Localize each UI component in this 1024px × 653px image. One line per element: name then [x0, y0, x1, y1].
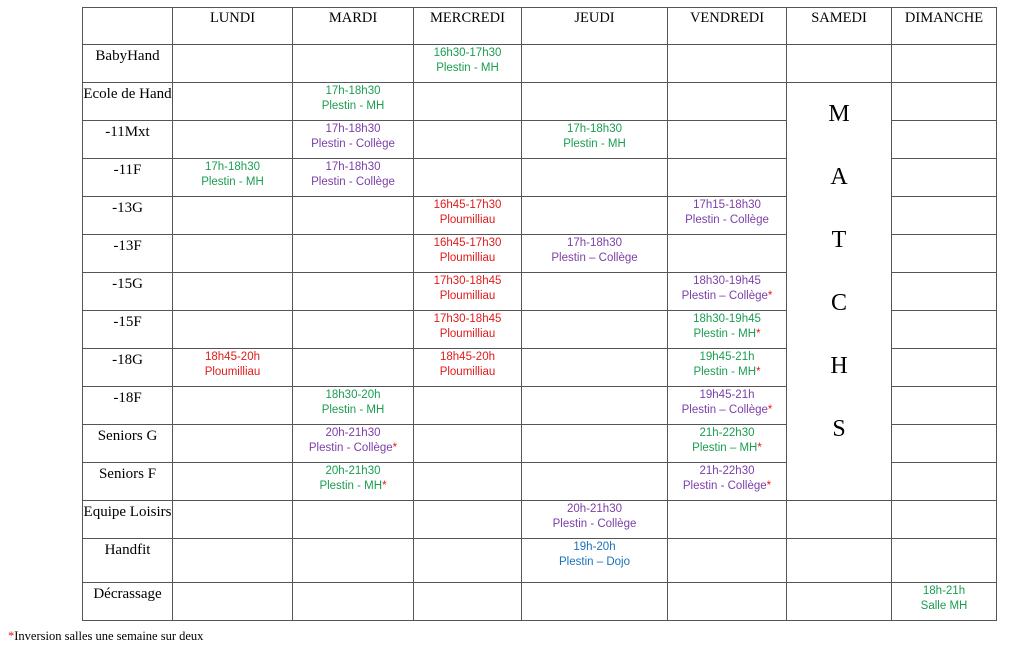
slot-cell [293, 121, 414, 159]
empty-cell [414, 159, 522, 197]
training-slot [668, 349, 786, 380]
empty-cell [892, 349, 997, 387]
slot-time: 18h45-20h [205, 351, 260, 363]
slot-place-text: Plestin - Collège [682, 480, 767, 492]
empty-cell [173, 425, 293, 463]
empty-cell [414, 463, 522, 501]
empty-cell [173, 463, 293, 501]
team-label: -18G [83, 349, 173, 387]
team-label: BabyHand [83, 45, 173, 83]
empty-cell [787, 583, 892, 621]
empty-cell [787, 45, 892, 83]
slot-time: 18h-21h [922, 585, 966, 597]
team-row [83, 83, 997, 121]
slot-time: 16h30-17h30 [433, 47, 502, 59]
empty-cell [293, 197, 414, 235]
day-header-mardi: MARDI [293, 8, 414, 45]
team-label: -18F [83, 387, 173, 425]
slot-cell [668, 349, 787, 387]
team-label: -13F [83, 235, 173, 273]
training-slot [668, 197, 786, 228]
slot-place: Plestin - MH [201, 176, 264, 188]
slot-time: 17h-18h30 [205, 161, 260, 173]
team-label: -11F [83, 159, 173, 197]
empty-cell [892, 425, 997, 463]
slot-place: Salle MH [920, 600, 968, 612]
footnote-mark: * [8, 629, 15, 643]
training-schedule-table [82, 7, 997, 621]
footnote-text: Inversion salles une semaine sur deux [14, 629, 204, 643]
slot-place: Plestin - Collège [311, 176, 395, 188]
slot-time: 20h-21h30 [325, 427, 381, 439]
day-header-jeudi: JEUDI [522, 8, 668, 45]
slot-cell [668, 273, 787, 311]
alternation-star: * [757, 442, 762, 454]
slot-place: Ploumilliau [204, 366, 261, 378]
slot-cell [414, 349, 522, 387]
empty-cell [892, 235, 997, 273]
slot-place: Plestin – Dojo [559, 556, 630, 568]
training-slot [414, 273, 521, 304]
empty-cell [173, 235, 293, 273]
training-slot [892, 583, 996, 614]
empty-cell [173, 197, 293, 235]
training-slot [293, 121, 413, 152]
empty-cell [668, 539, 787, 583]
slot-place: Plestin - MH [321, 404, 385, 416]
slot-place [293, 479, 413, 494]
slot-cell [892, 583, 997, 621]
team-label: Ecole de Hand [83, 83, 173, 121]
empty-cell [892, 539, 997, 583]
team-row [83, 583, 997, 621]
empty-cell [522, 83, 668, 121]
empty-cell [293, 273, 414, 311]
training-slot [668, 311, 786, 342]
empty-cell [173, 539, 293, 583]
empty-cell [173, 311, 293, 349]
slot-place-text: Plestin - MH [319, 480, 383, 492]
training-slot [668, 425, 786, 456]
slot-place: Ploumilliau [439, 290, 496, 302]
empty-cell [892, 273, 997, 311]
team-label: Seniors F [83, 463, 173, 501]
empty-cell [173, 45, 293, 83]
slot-time: 17h30-18h45 [433, 275, 502, 287]
team-label: -13G [83, 197, 173, 235]
day-header-samedi: SAMEDI [787, 8, 892, 45]
slot-time: 21h-22h30 [699, 427, 755, 439]
empty-cell [892, 121, 997, 159]
empty-cell [522, 45, 668, 83]
slot-cell [414, 45, 522, 83]
training-slot [293, 463, 413, 494]
team-label: Equipe Loisirs [83, 501, 173, 539]
slot-cell [522, 539, 668, 583]
samedi-matchs-cell [787, 83, 892, 501]
training-slot [414, 197, 521, 228]
slot-place: Plestin - Collège [311, 138, 395, 150]
slot-time: 18h30-20h [325, 389, 381, 401]
empty-cell [293, 501, 414, 539]
empty-cell [173, 273, 293, 311]
slot-cell [293, 387, 414, 425]
slot-cell [522, 235, 668, 273]
slot-time: 19h45-21h [699, 389, 755, 401]
slot-place: Ploumilliau [439, 214, 496, 226]
slot-time: 19h45-21h [699, 351, 755, 363]
slot-cell [668, 387, 787, 425]
team-label: -15G [83, 273, 173, 311]
empty-cell [414, 425, 522, 463]
training-slot [173, 159, 292, 190]
slot-time: 16h45-17h30 [433, 199, 502, 211]
matchs-vertical-label [787, 83, 891, 461]
matchs-letter: H [830, 353, 848, 379]
slot-cell [293, 463, 414, 501]
slot-cell [414, 311, 522, 349]
team-label: -15F [83, 311, 173, 349]
matchs-letter: M [828, 101, 850, 127]
empty-cell [173, 387, 293, 425]
empty-cell [668, 583, 787, 621]
slot-place [668, 403, 786, 418]
empty-cell [522, 159, 668, 197]
slot-time: 17h30-18h45 [433, 313, 502, 325]
day-header-lundi: LUNDI [173, 8, 293, 45]
slot-cell [293, 425, 414, 463]
matchs-letter: S [832, 416, 846, 442]
slot-place [293, 441, 413, 456]
matchs-letter: C [830, 290, 847, 316]
team-label: Décrassage [83, 583, 173, 621]
empty-cell [173, 121, 293, 159]
alternation-star: * [756, 328, 761, 340]
empty-cell [522, 273, 668, 311]
empty-cell [522, 387, 668, 425]
empty-cell [293, 311, 414, 349]
slot-place: Plestin – Collège [551, 252, 638, 264]
empty-cell [293, 235, 414, 273]
team-row [83, 501, 997, 539]
slot-place: Ploumilliau [439, 328, 496, 340]
slot-cell [668, 197, 787, 235]
training-slot [293, 83, 413, 114]
empty-cell [293, 583, 414, 621]
slot-place [668, 441, 786, 456]
training-slot [522, 501, 667, 532]
empty-cell [522, 349, 668, 387]
slot-place-text: Plestin – Collège [681, 404, 768, 416]
slot-place-text: Plestin - Collège [308, 442, 393, 454]
slot-place: Ploumilliau [439, 366, 496, 378]
slot-cell [293, 83, 414, 121]
training-slot [668, 463, 786, 494]
slot-cell [668, 311, 787, 349]
footnote [8, 629, 203, 644]
empty-cell [892, 311, 997, 349]
slot-time: 21h-22h30 [699, 465, 755, 477]
slot-cell [414, 197, 522, 235]
empty-cell [414, 501, 522, 539]
slot-place [668, 327, 786, 342]
training-slot [668, 387, 786, 418]
slot-time: 20h-21h30 [567, 503, 622, 515]
slot-time: 18h45-20h [440, 351, 495, 363]
empty-cell [892, 501, 997, 539]
empty-cell [522, 463, 668, 501]
empty-cell [293, 349, 414, 387]
empty-cell [522, 197, 668, 235]
slot-time: 18h30-19h45 [693, 275, 761, 287]
slot-time: 17h-18h30 [567, 123, 622, 135]
alternation-star: * [767, 404, 773, 416]
training-slot [414, 311, 521, 342]
empty-cell [522, 583, 668, 621]
alternation-star: * [767, 290, 773, 302]
empty-cell [522, 311, 668, 349]
team-label: Handfit [83, 539, 173, 583]
empty-cell [414, 83, 522, 121]
empty-cell [414, 583, 522, 621]
team-row [83, 45, 997, 83]
training-slot [522, 235, 667, 266]
empty-cell [668, 121, 787, 159]
team-label: Seniors G [83, 425, 173, 463]
header-row [83, 8, 997, 45]
slot-place: Plestin - MH [563, 138, 626, 150]
empty-cell [787, 539, 892, 583]
slot-place-text: Plestin – MH [692, 442, 758, 454]
training-slot [668, 273, 786, 304]
day-header-dimanche: DIMANCHE [892, 8, 997, 45]
empty-cell [414, 387, 522, 425]
matchs-letter: T [831, 227, 847, 253]
day-header-mercredi: MERCREDI [414, 8, 522, 45]
team-row [83, 539, 997, 583]
empty-cell [173, 501, 293, 539]
slot-time: 17h-18h30 [325, 123, 381, 135]
team-label: -11Mxt [83, 121, 173, 159]
training-slot [173, 349, 292, 380]
empty-cell [173, 83, 293, 121]
slot-place [668, 289, 786, 304]
empty-cell [668, 501, 787, 539]
slot-time: 17h-18h30 [325, 85, 381, 97]
empty-cell [668, 235, 787, 273]
empty-cell [787, 501, 892, 539]
slot-cell [668, 425, 787, 463]
matchs-letter: A [830, 164, 848, 190]
corner-cell [83, 8, 173, 45]
empty-cell [892, 45, 997, 83]
empty-cell [414, 539, 522, 583]
training-slot [522, 121, 667, 152]
slot-cell [173, 349, 293, 387]
empty-cell [414, 121, 522, 159]
training-slot [293, 425, 413, 456]
slot-cell [293, 159, 414, 197]
training-slot [414, 235, 521, 266]
empty-cell [892, 197, 997, 235]
slot-place: Plestin - MH [436, 62, 499, 74]
training-slot [522, 539, 667, 570]
slot-time: 17h15-18h30 [693, 199, 761, 211]
empty-cell [892, 463, 997, 501]
slot-cell [414, 235, 522, 273]
slot-cell [173, 159, 293, 197]
empty-cell [892, 83, 997, 121]
alternation-star: * [392, 442, 398, 454]
slot-cell [414, 273, 522, 311]
empty-cell [892, 387, 997, 425]
alternation-star: * [766, 480, 772, 492]
slot-time: 20h-21h30 [325, 465, 381, 477]
empty-cell [668, 45, 787, 83]
empty-cell [173, 583, 293, 621]
slot-time: 16h45-17h30 [433, 237, 502, 249]
empty-cell [668, 159, 787, 197]
slot-place-text: Plestin - MH [693, 328, 757, 340]
slot-cell [668, 463, 787, 501]
empty-cell [892, 159, 997, 197]
slot-time: 19h-20h [573, 541, 616, 553]
alternation-star: * [756, 366, 761, 378]
day-header-vendredi: VENDREDI [668, 8, 787, 45]
empty-cell [522, 425, 668, 463]
slot-place [668, 479, 786, 494]
alternation-star: * [382, 480, 387, 492]
slot-place: Plestin - Collège [685, 214, 769, 226]
training-slot [414, 349, 521, 380]
training-slot [293, 387, 413, 418]
empty-cell [293, 45, 414, 83]
slot-place: Ploumilliau [439, 252, 496, 264]
slot-cell [522, 121, 668, 159]
empty-cell [293, 539, 414, 583]
slot-time: 17h-18h30 [325, 161, 381, 173]
empty-cell [668, 83, 787, 121]
training-slot [414, 45, 521, 76]
slot-cell [522, 501, 668, 539]
slot-place-text: Plestin – Collège [681, 290, 768, 302]
slot-place [668, 365, 786, 380]
slot-time: 17h-18h30 [567, 237, 622, 249]
slot-place: Plestin - Collège [552, 518, 637, 530]
slot-place: Plestin - MH [321, 100, 385, 112]
training-slot [293, 159, 413, 190]
slot-time: 18h30-19h45 [693, 313, 761, 325]
slot-place-text: Plestin - MH [693, 366, 757, 378]
